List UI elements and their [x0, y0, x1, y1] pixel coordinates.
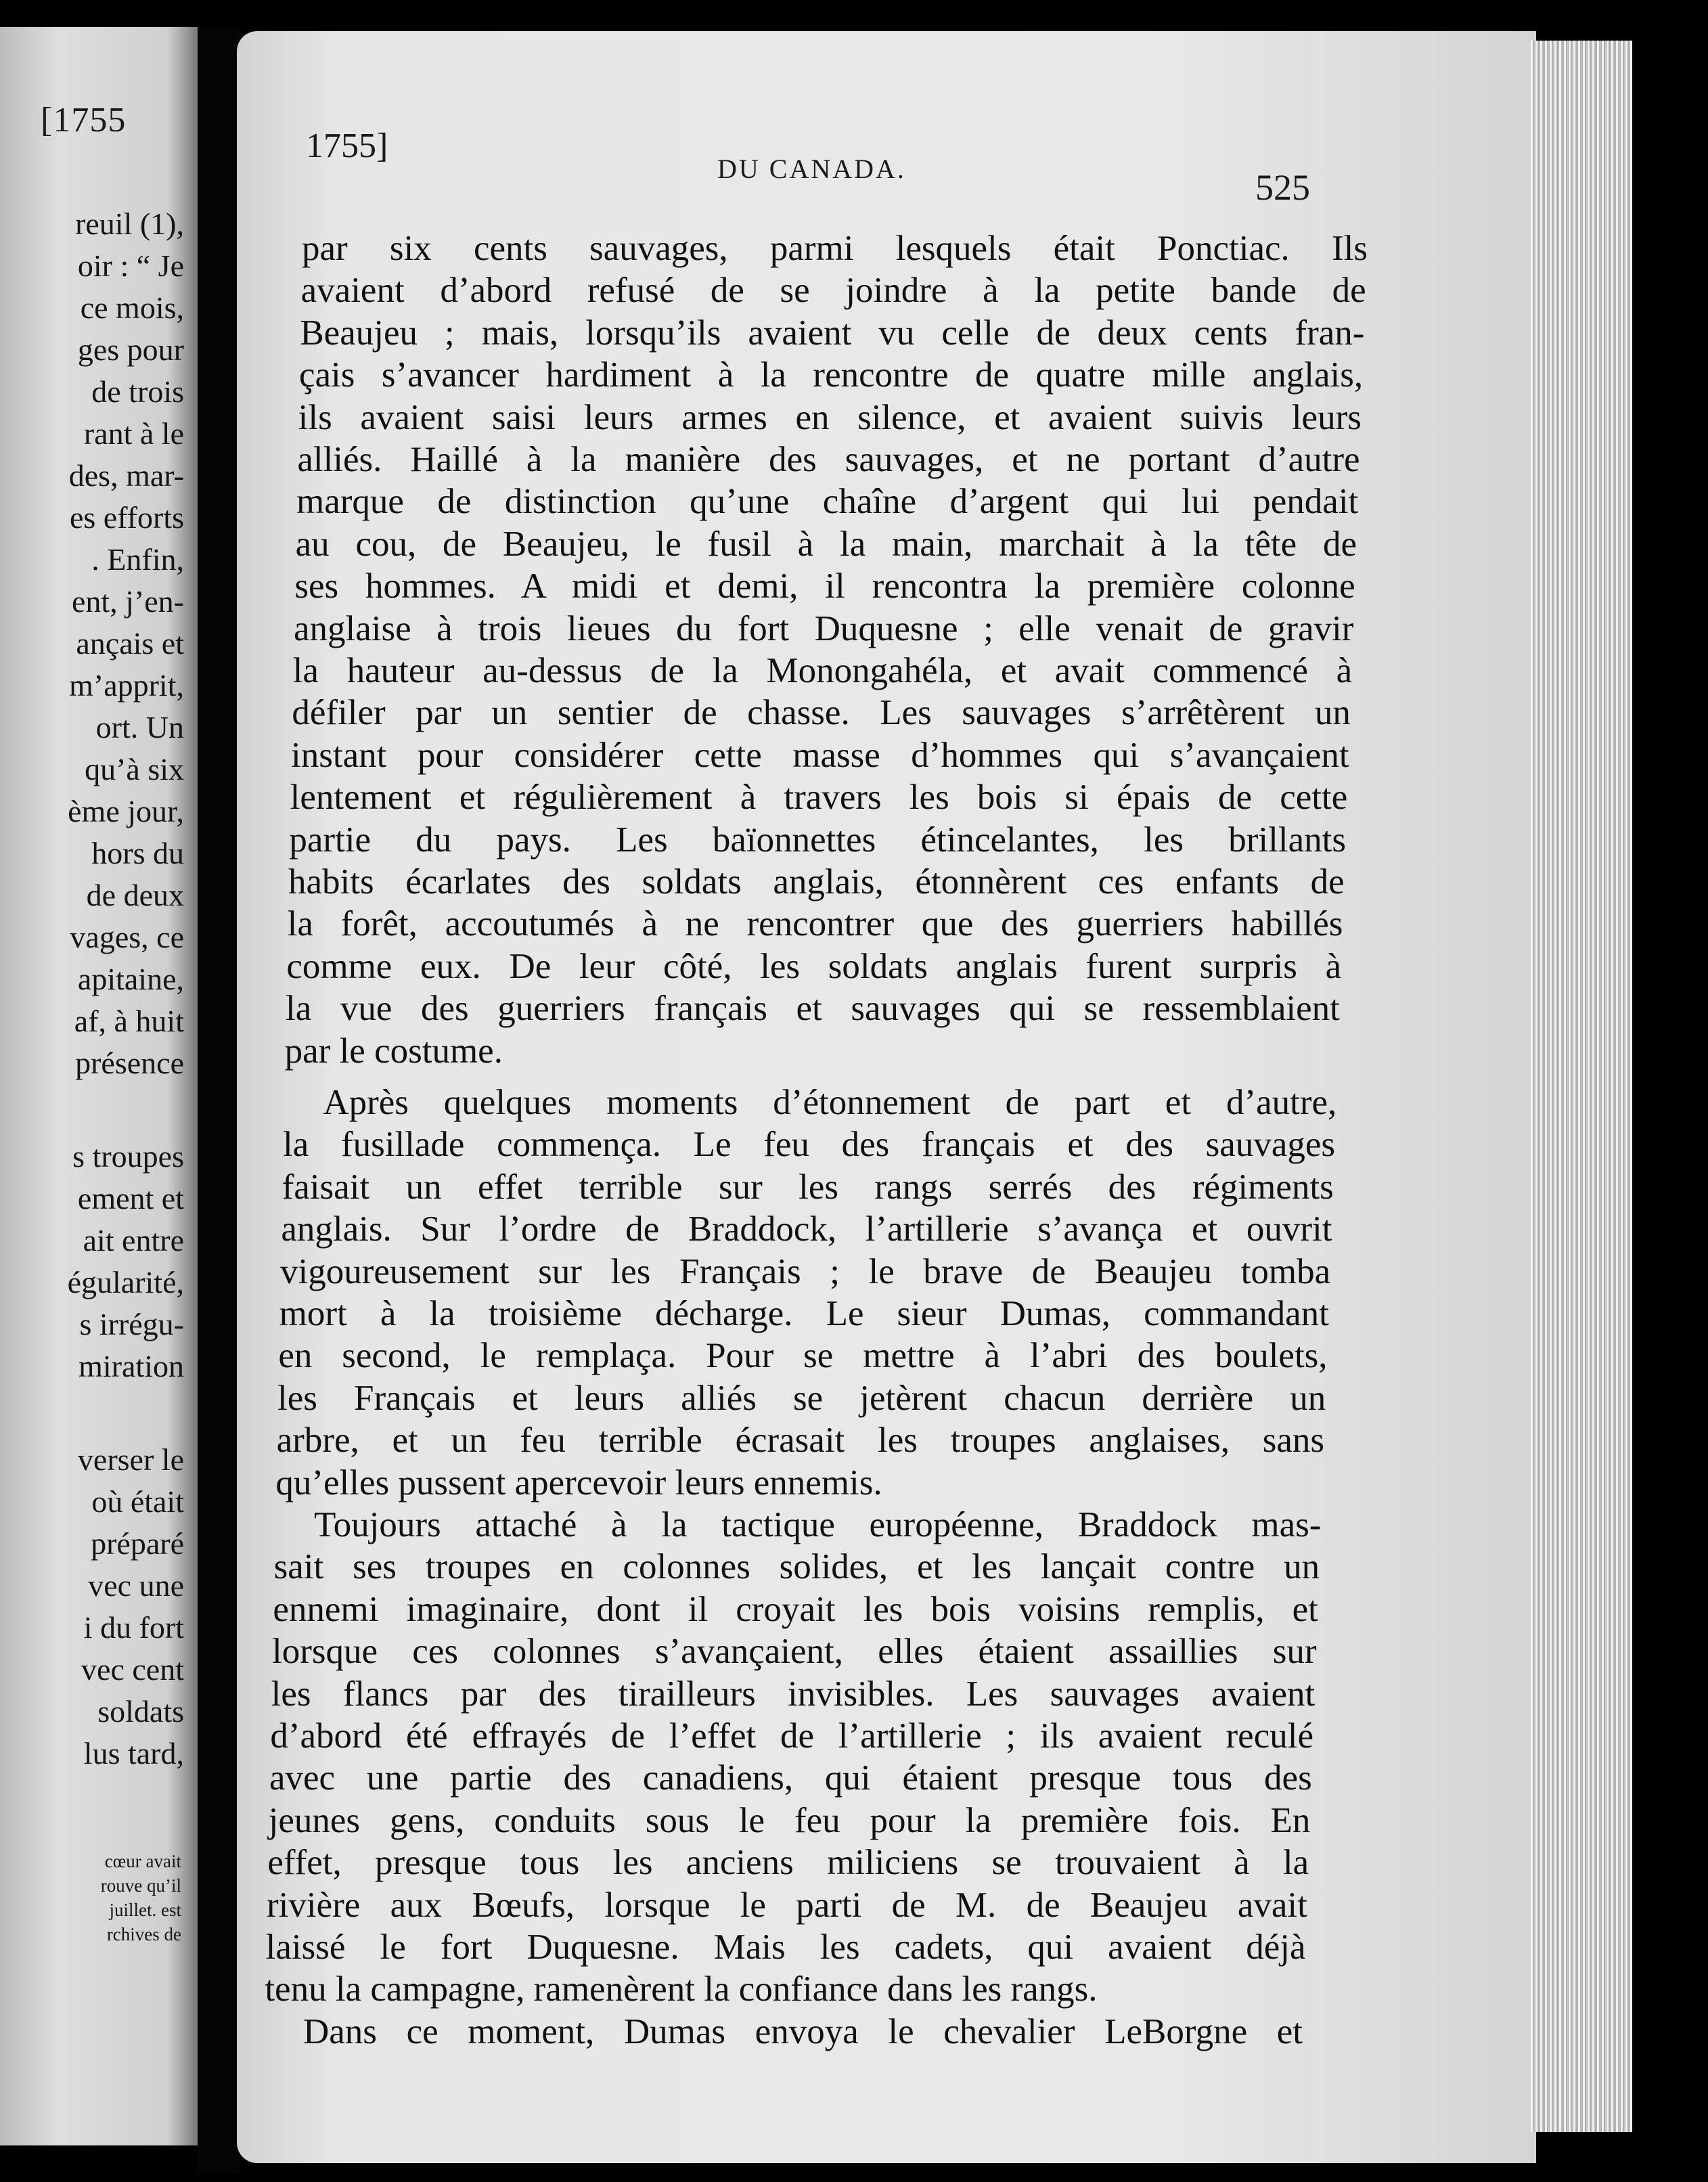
left-text-line [0, 1387, 184, 1439]
right-page [237, 31, 1536, 2163]
left-text-line: ème jour, [68, 794, 184, 828]
left-text-line: s irrégu- [79, 1307, 184, 1341]
body-text-line: les flancs par des tirailleurs invisibles. Les sauvages avaient [271, 1674, 1316, 1714]
left-footnote-line: rchives de [106, 1924, 181, 1944]
body-text-line: la fusillade commença. Le feu des français et des sauvages [283, 1125, 1335, 1165]
body-text-line: laissé le fort Duquesne. Mais les cadets, qui avaient déjà [265, 1928, 1306, 1967]
left-text-line: vages, ce [70, 920, 184, 954]
body-text-line: au cou, de Beaujeu, le fusil à la main, marchait à la tête de [295, 524, 1357, 564]
left-text-line: présence [75, 1046, 184, 1080]
left-text-line: oir : “ Je [77, 248, 184, 283]
body-text-line: sait ses troupes en colonnes solides, et les lançait contre un [273, 1547, 1320, 1587]
left-text-line: miration [78, 1349, 184, 1383]
body-text-line: les Français et leurs alliés se jetèrent chacun derrière un [277, 1378, 1326, 1418]
body-text-line: comme eux. De leur côté, les soldats anglais furent surpris à [286, 946, 1342, 986]
left-text-line: de trois [91, 374, 184, 409]
left-text-line: ges pour [77, 332, 184, 367]
body-text-line: avaient d’abord refusé de se joindre à la petite bande de [300, 271, 1366, 311]
left-text-line: s troupes [72, 1139, 184, 1174]
left-text-column [0, 203, 184, 1775]
left-text-line: reuil (1), [75, 206, 184, 241]
left-text-line: verser le [77, 1442, 184, 1477]
left-text-line: i du fort [83, 1610, 184, 1645]
body-text-line: lentement et régulièrement à travers les bois si épais de cette [290, 778, 1348, 818]
left-text-line: préparé [91, 1526, 184, 1561]
body-text-line: Dans ce moment, Dumas envoya le chevalier LeBorgne et [303, 2011, 1303, 2051]
left-text-line: hors du [91, 836, 184, 870]
body-text-line: la vue des guerriers français et sauvages qui se ressemblaient [286, 989, 1340, 1029]
left-text-line: . Enfin, [91, 542, 184, 577]
body-text-line: tenu la campagne, ramenèrent la confiance dans les rangs. [265, 1969, 1098, 2009]
body-text-line: défiler par un sentier de chasse. Les sauvages s’arrêtèrent un [292, 693, 1351, 733]
body-text-line: mort à la troisième décharge. Le sieur Dumas, commandant [279, 1294, 1329, 1333]
body-text-line: instant pour considérer cette masse d’hommes qui s’avançaient [291, 735, 1349, 775]
body-text-line: la hauteur au-dessus de la Monongahéla, et avait commencé à [292, 651, 1353, 690]
body-text-line: effet, presque tous les anciens miliciens se trouvaient à la [267, 1843, 1309, 1883]
left-text-line: rant à le [83, 416, 184, 451]
left-text-line [0, 1084, 184, 1136]
left-text-line: qu’à six [85, 752, 184, 786]
body-text-line: qu’elles pussent apercevoir leurs ennemis. [275, 1463, 882, 1502]
body-text-line: en second, le remplaça. Pour se mettre à l’abri des boulets, [278, 1336, 1328, 1376]
left-footnote-line: juillet. est [109, 1900, 181, 1920]
body-text-line: çais s’avancer hardiment à la rencontre de quatre mille anglais, [299, 355, 1364, 395]
body-text-line: par six cents sauvages, parmi lesquels était Ponctiac. Ils [302, 229, 1368, 268]
left-text-line: ement et [77, 1181, 184, 1216]
left-text-line: m’apprit, [69, 668, 184, 703]
body-text-line: habits écarlates des soldats anglais, étonnèrent ces enfants de [288, 862, 1345, 901]
body-text [237, 31, 1536, 2163]
book-gutter [198, 27, 240, 2173]
body-text-line: Après quelques moments d’étonnement de part et d’autre, [323, 1083, 1337, 1122]
left-text-line: des, mar- [68, 458, 184, 493]
left-text-line: lus tard, [83, 1736, 184, 1771]
body-text-line: la forêt, accoutumés à ne rencontrer que des guerriers habillés [287, 904, 1343, 944]
left-running-header: [1755 [41, 101, 127, 139]
page-number: 525 [1255, 167, 1310, 208]
left-text-line: es efforts [69, 500, 184, 535]
left-text-line: ce mois, [80, 290, 184, 325]
body-text-line: anglaise à trois lieues du fort Duquesne ; elle venait de gravir [294, 608, 1354, 648]
left-page [0, 27, 198, 2145]
left-text-line: vec cent [81, 1652, 184, 1687]
left-footnote-line: rouve qu’il [100, 1875, 181, 1896]
running-header-title: DU CANADA. [717, 154, 906, 184]
running-header-year: 1755] [306, 127, 388, 165]
left-text-line: égularité, [67, 1265, 184, 1299]
left-text-line: où était [91, 1484, 184, 1519]
left-text-line: ançais et [76, 626, 184, 661]
left-footnote [0, 1849, 181, 1946]
body-text-line: Beaujeu ; mais, lorsqu’ils avaient vu celle de deux cents fran- [300, 313, 1365, 353]
body-text-line: marque de distinction qu’une chaîne d’argent qui lui pendait [296, 482, 1359, 522]
body-text-line: faisait un effet terrible sur les rangs serrés des régiments [282, 1167, 1334, 1207]
body-text-line: alliés. Haillé à la manière des sauvages, et ne portant d’autre [297, 440, 1360, 479]
body-text-line: anglais. Sur l’ordre de Braddock, l’artillerie s’avança et ouvrit [281, 1209, 1332, 1249]
body-text-line: lorsque ces colonnes s’avançaient, elles étaient assaillies sur [272, 1632, 1317, 1672]
left-text-line: ent, j’en- [71, 584, 184, 619]
body-text-line: arbre, et un feu terrible écrasait les troupes anglaises, sans [276, 1421, 1324, 1461]
body-text-line: avec une partie des canadiens, qui étaient presque tous des [269, 1758, 1312, 1798]
body-text-line: rivière aux Bœufs, lorsque le parti de M. de Beaujeu avait [267, 1885, 1307, 1925]
body-text-line: Toujours attaché à la tactique européenne, Braddock mas- [314, 1505, 1322, 1544]
left-footnote-line: cœur avait [104, 1851, 181, 1871]
body-text-line: partie du pays. Les baïonnettes étincelantes, les brillants [289, 820, 1346, 860]
body-text-line: ses hommes. A midi et demi, il rencontra la première colonne [294, 566, 1355, 606]
body-text-line: ils avaient saisi leurs armes en silence, et avaient suivis leurs [298, 397, 1362, 437]
left-text-line: ort. Un [95, 710, 184, 744]
body-text-line: ennemi imaginaire, dont il croyait les bois voisins remplis, et [273, 1589, 1318, 1629]
left-text-line: ait entre [83, 1223, 184, 1257]
left-text-line: de deux [86, 878, 184, 912]
left-text-line: af, à huit [74, 1004, 184, 1038]
left-text-line: vec une [88, 1568, 184, 1603]
left-text-line: apitaine, [77, 962, 184, 996]
body-text-line: d’abord été effrayés de l’effet de l’artillerie ; ils avaient reculé [270, 1716, 1313, 1756]
body-text-line: par le costume. [284, 1031, 503, 1071]
body-text-line: vigoureusement sur les Français ; le brave de Beaujeu tomba [280, 1251, 1331, 1291]
left-text-line: soldats [97, 1694, 184, 1729]
page-edges [1531, 41, 1632, 2132]
body-text-line: jeunes gens, conduits sous le feu pour la première fois. En [268, 1800, 1311, 1840]
